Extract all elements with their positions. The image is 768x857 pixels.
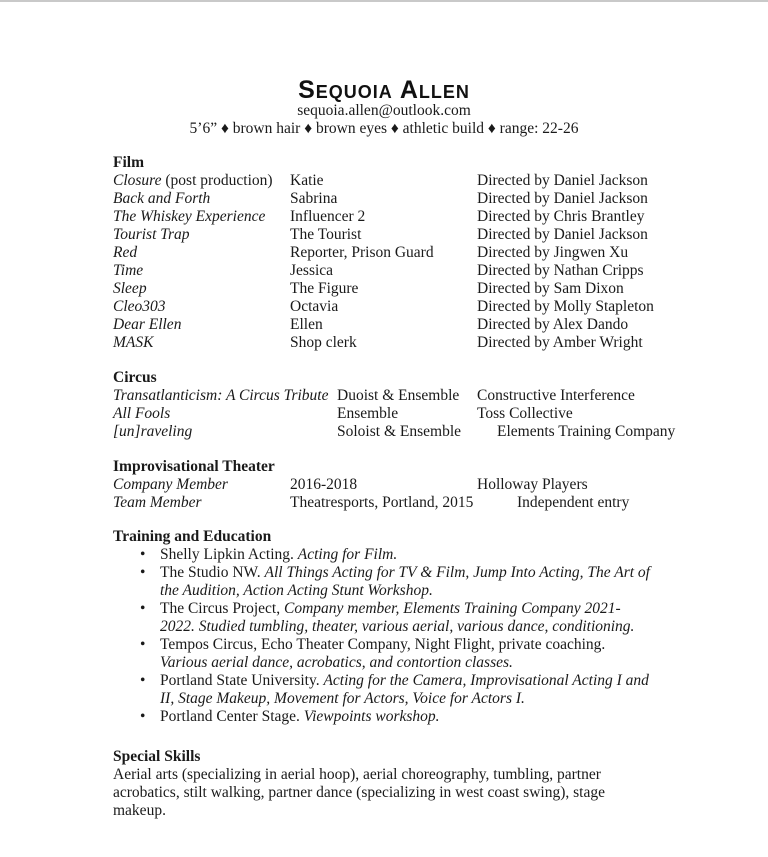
table-row (113, 190, 655, 208)
improv-title: Company Member (113, 476, 228, 493)
film-role: The Tourist (290, 226, 362, 243)
section-heading-training: Training and Education (113, 528, 272, 545)
film-role: Influencer 2 (290, 208, 366, 225)
table-row (113, 476, 655, 494)
bullet-icon: • (140, 636, 146, 653)
circus-title: All Fools (113, 405, 171, 422)
stats-line: 5’6” ♦ brown hair ♦ brown eyes ♦ athletic build ♦ range: 22-26 (189, 120, 579, 137)
table-row (113, 280, 655, 298)
improv-title: Team Member (113, 494, 202, 511)
film-title-note: (post production) (161, 172, 273, 189)
resume-page (0, 78, 768, 820)
resume-header (113, 78, 655, 138)
table-row (113, 262, 655, 280)
section-film (113, 154, 655, 352)
name-heading: Sequoia Allen (298, 76, 470, 104)
circus-role: Duoist & Ensemble (337, 387, 460, 404)
film-title-italic: The Whiskey Experience (113, 208, 266, 225)
film-title (113, 316, 290, 334)
film-title-italic: Dear Ellen (113, 316, 182, 333)
table-row (113, 494, 655, 512)
film-credit: Directed by Sam Dixon (477, 280, 624, 297)
training-lead: Portland Center Stage. (160, 708, 304, 725)
table-row (113, 405, 655, 423)
circus-title: Transatlanticism: A Circus Tribute (113, 387, 329, 404)
table-row (113, 316, 655, 334)
bullet-icon: • (140, 708, 146, 725)
bullet-icon: • (140, 564, 146, 581)
training-list (113, 546, 655, 726)
film-credit: Directed by Daniel Jackson (477, 226, 648, 243)
training-item (113, 636, 655, 672)
circus-company: Toss Collective (477, 405, 573, 422)
circus-title: [un]raveling (113, 423, 193, 440)
film-title-italic: Sleep (113, 280, 147, 297)
training-detail: Acting for Film. (297, 546, 398, 563)
film-role: Katie (290, 172, 324, 189)
training-lead: Shelly Lipkin Acting. (160, 546, 298, 563)
film-title-italic: Closure (113, 172, 162, 189)
table-row (113, 244, 655, 262)
training-item (113, 672, 655, 708)
film-credit: Directed by Nathan Cripps (477, 262, 644, 279)
film-role: Reporter, Prison Guard (290, 244, 434, 261)
film-credit: Directed by Alex Dando (477, 316, 629, 333)
film-title (113, 244, 290, 262)
table-row (113, 423, 676, 441)
bullet-icon: • (140, 600, 146, 617)
film-role: Octavia (290, 298, 339, 315)
film-credit: Directed by Jingwen Xu (477, 244, 629, 261)
section-heading-improv: Improvisational Theater (113, 458, 275, 475)
circus-company: Elements Training Company (497, 423, 676, 440)
training-lead: Portland State University. (160, 672, 324, 689)
improv-company: Holloway Players (477, 476, 588, 493)
film-role: Ellen (290, 316, 323, 333)
circus-role: Soloist & Ensemble (337, 423, 461, 440)
training-detail: All Things Acting for TV & Film, Jump Into Acting, The Art of the Audition, Action Acting Stunt Workshop. (160, 564, 650, 599)
film-title (113, 208, 290, 226)
section-heading-circus: Circus (113, 369, 157, 386)
film-role: Sabrina (290, 190, 338, 207)
film-role: Jessica (290, 262, 334, 279)
training-lead: The Studio NW. (160, 564, 265, 581)
film-title-italic: Back and Forth (113, 190, 211, 207)
email-text: sequoia.allen@outlook.com (297, 102, 471, 119)
film-title (113, 262, 290, 280)
film-credit: Directed by Amber Wright (477, 334, 643, 351)
table-row (113, 226, 655, 244)
table-row (113, 298, 655, 316)
section-improv (113, 458, 655, 512)
film-credit: Directed by Daniel Jackson (477, 190, 648, 207)
film-title (113, 226, 290, 244)
table-row (113, 387, 655, 405)
training-detail: Company member, Elements Training Company 2021-2022. Studied tumbling, theater, various aerial, various dance, conditioning. (160, 600, 635, 635)
training-lead: The Circus Project, (160, 600, 284, 617)
table-row (113, 334, 655, 352)
film-title (113, 280, 290, 298)
film-credit: Directed by Molly Stapleton (477, 298, 654, 315)
training-detail: Various aerial dance, acrobatics, and contortion classes. (160, 654, 513, 671)
film-title-italic: Time (113, 262, 144, 279)
film-credit: Directed by Chris Brantley (477, 208, 645, 225)
bullet-icon: • (140, 546, 146, 563)
improv-detail: Theatresports, Portland, 2015 (290, 494, 474, 511)
training-item (113, 708, 655, 726)
film-title-italic: Tourist Trap (113, 226, 190, 243)
section-heading-film: Film (113, 154, 144, 171)
film-title-italic: Red (113, 244, 138, 261)
film-title (113, 190, 290, 208)
circus-company: Constructive Interference (477, 387, 635, 404)
table-row (113, 172, 655, 190)
section-heading-skills: Special Skills (113, 748, 201, 765)
film-role: The Figure (290, 280, 359, 297)
film-title (113, 172, 290, 190)
section-training (113, 528, 655, 726)
section-skills (113, 748, 655, 820)
improv-detail: 2016-2018 (290, 476, 358, 493)
table-row (113, 208, 655, 226)
training-item (113, 546, 655, 564)
film-title (113, 334, 290, 352)
bullet-icon: • (140, 672, 146, 689)
improv-company: Independent entry (517, 494, 630, 511)
training-item (113, 600, 655, 636)
film-title (113, 298, 290, 316)
section-circus (113, 369, 676, 441)
film-title-italic: Cleo303 (113, 298, 166, 315)
circus-role: Ensemble (337, 405, 399, 422)
training-lead: Tempos Circus, Echo Theater Company, Night Flight, private coaching. (160, 636, 606, 653)
film-credit: Directed by Daniel Jackson (477, 172, 648, 189)
film-role: Shop clerk (290, 334, 357, 351)
skills-text: Aerial arts (specializing in aerial hoop), aerial choreography, tumbling, partner acrobatics, stilt walking, partner dance (specializing in west coast swing), stage makeup. (113, 766, 605, 819)
page-top-edge (0, 0, 768, 2)
training-detail: Viewpoints workshop. (303, 708, 440, 725)
training-item (113, 564, 655, 600)
training-detail: Acting for the Camera, Improvisational Acting I and II, Stage Makeup, Movement for Actors, Voice for Actors I. (160, 672, 649, 707)
film-title-italic: MASK (113, 334, 154, 351)
